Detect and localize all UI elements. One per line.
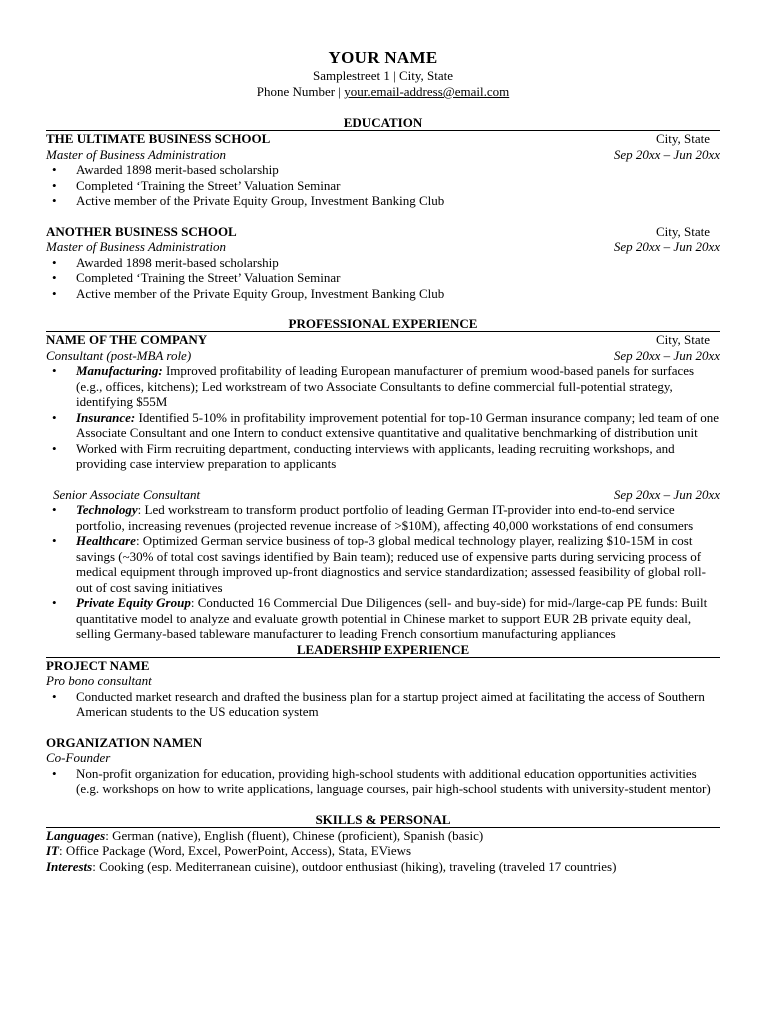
school-2: [46, 224, 720, 302]
school-name: THE ULTIMATE BUSINESS SCHOOL: [46, 131, 271, 146]
experience-heading: PROFESSIONAL EXPERIENCE: [46, 316, 720, 332]
education-heading: EDUCATION: [46, 115, 720, 131]
address-line: Samplestreet 1 | City, State: [312, 68, 454, 83]
project-name: PROJECT NAME: [46, 657, 150, 673]
school-location: City, State: [655, 131, 710, 146]
list-item: • Insurance: Identified 5-10% in profitability improvement potential for top-10 German insurance company; led team of one Associate Consultant and one Intern to conduct extensive quantitative and qualitative benchmarking of distribution unit: [46, 410, 720, 441]
list-item: • Awarded 1898 merit-based scholarship: [46, 162, 720, 178]
list-item: • Non-profit organization for education, providing high-school students with additional education opportunities activities (e.g. workshops on how to write applications, language courses, pair high-school students with university-student mentor): [46, 766, 720, 797]
list-item: • Technology: Led workstream to transform product portfolio of leading German IT-provider into end-to-end service portfolio, increasing revenues (projected revenue increase of >$10M), affecting 40,000 workstations of end consumers: [46, 502, 720, 533]
contact-line: [46, 84, 720, 100]
leadership-heading: LEADERSHIP EXPERIENCE: [46, 642, 720, 658]
organization-name: ORGANIZATION NAMEN: [46, 734, 203, 750]
email-link[interactable]: your.email-address@email.com: [344, 84, 510, 99]
list-item: • Conducted market research and drafted the business plan for a startup project aimed at facilitating the access of Southern American students to the US education system: [46, 689, 720, 720]
company-location: City, State: [655, 332, 710, 347]
degree: Master of Business Administration: [46, 239, 226, 254]
list-item: • Manufacturing: Improved profitability of leading European manufacturer of premium wood-based panels for surfaces (e.g., offices, kitchens); Led workstream of two Associate Consultants to define commercial full-potential strategy, identifying $55M: [46, 363, 720, 410]
school-name: ANOTHER BUSINESS SCHOOL: [46, 223, 237, 239]
languages-line: Languages: German (native), English (fluent), Chinese (proficient), Spanish (basic): [46, 827, 484, 843]
organization-role: Co-Founder: [46, 750, 111, 765]
role-dates: Sep 20xx – Jun 20xx: [613, 347, 720, 363]
list-item: • Completed ‘Training the Street’ Valuation Seminar: [46, 270, 720, 286]
list-item: • Worked with Firm recruiting department, conducting interviews with applicants, leading recruiting workshops, and providing case interview preparation to applicants: [46, 441, 720, 472]
degree-dates: Sep 20xx – Jun 20xx: [613, 239, 720, 254]
degree: Master of Business Administration: [46, 146, 226, 162]
list-item: • Completed ‘Training the Street’ Valuation Seminar: [46, 178, 720, 194]
role-title: Senior Associate Consultant: [53, 486, 201, 502]
interests-line: Interests: Cooking (esp. Mediterranean cuisine), outdoor enthusiast (hiking), traveling (traveled 17 countries): [46, 858, 617, 874]
resume-page: [46, 48, 720, 874]
list-item: • Awarded 1898 merit-based scholarship: [46, 255, 720, 271]
role-title: Consultant (post-MBA role): [46, 347, 192, 363]
candidate-name: YOUR NAME: [328, 48, 438, 67]
skills-heading: SKILLS & PERSONAL: [46, 812, 720, 828]
list-item: • Private Equity Group: Conducted 16 Commercial Due Diligences (sell- and buy-side) for mid-/large-cap PE funds: Built quantitative model to analyze and evaluate growth potential in Chinese market to support EUR 2B private equity deal, selling Germany-based tableware manufacturer to leading French consortium manufacturing appliances: [46, 595, 720, 642]
list-item: • Active member of the Private Equity Group, Investment Banking Club: [46, 286, 720, 302]
skills-list: [46, 828, 720, 875]
role-dates: Sep 20xx – Jun 20xx: [613, 486, 720, 502]
list-item: • Healthcare: Optimized German service business of top-3 global medical technology player, realizing $10-15M in cost savings (~30% of total cost savings identified by Bain team); reduced use of expensive parts during servicing process of medical equipment through improved up-front diagnostics and service standardization; assessed feasibility of global roll-out of cost saving initiatives: [46, 533, 720, 595]
it-line: IT: Office Package (Word, Excel, PowerPoint, Access), Stata, EViews: [46, 843, 412, 858]
company-name: NAME OF THE COMPANY: [46, 332, 208, 347]
project-role: Pro bono consultant: [46, 673, 152, 688]
school-1: [46, 131, 720, 209]
school-location: City, State: [655, 223, 710, 239]
degree-dates: Sep 20xx – Jun 20xx: [613, 146, 720, 162]
list-item: • Active member of the Private Equity Group, Investment Banking Club: [46, 193, 720, 209]
phone-text: Phone Number |: [256, 84, 345, 99]
